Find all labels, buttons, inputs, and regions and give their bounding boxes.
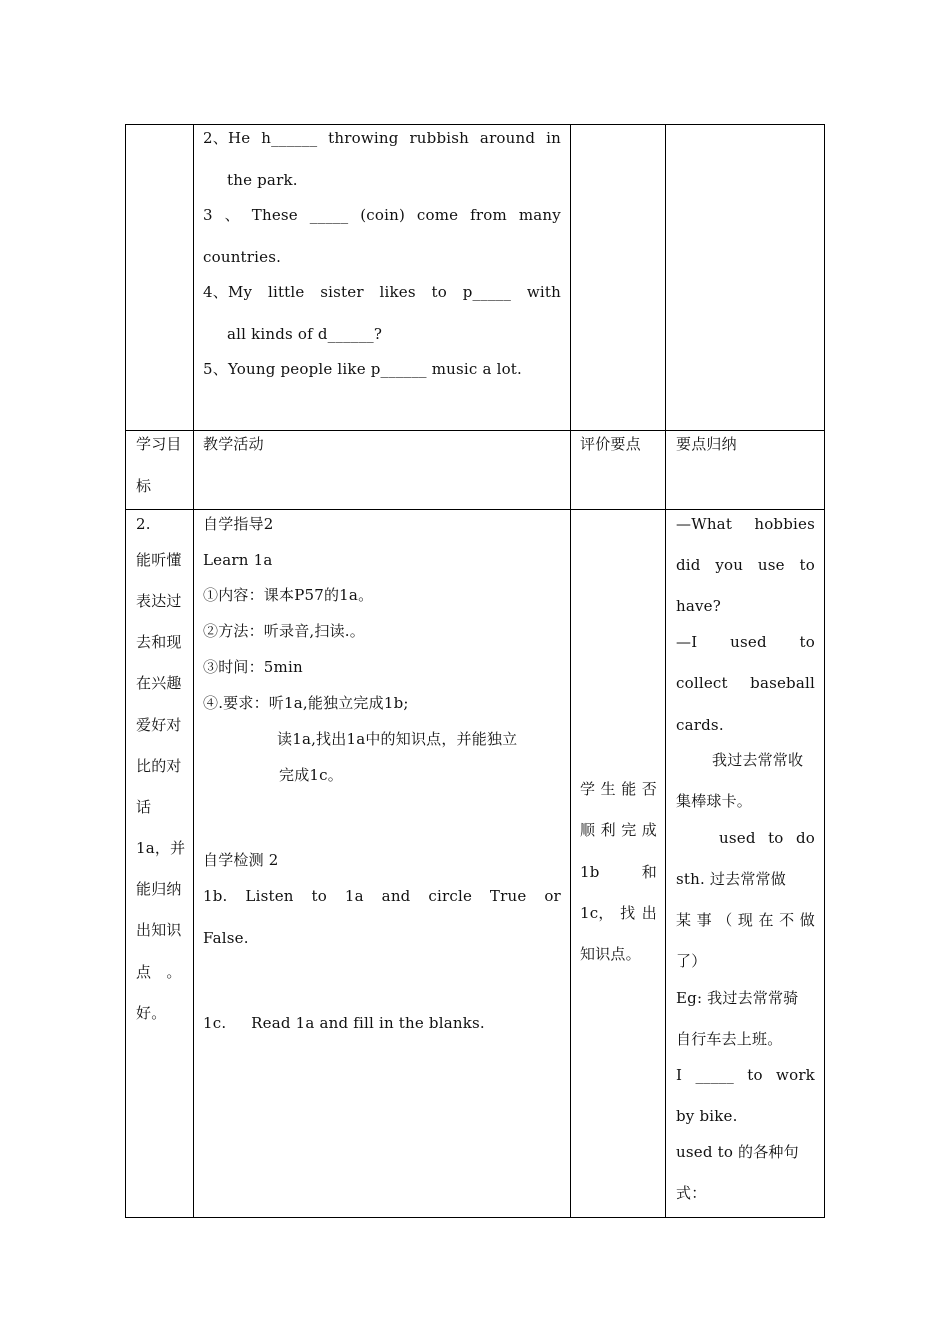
activity-line: 读1a,找出1a中的知识点，并能独立 bbox=[277, 730, 518, 748]
eval-line: 学 生 能 否 bbox=[580, 780, 657, 798]
goal-line: 好。 bbox=[136, 1004, 167, 1022]
summary-line: 式： bbox=[676, 1184, 707, 1202]
goal-line: 爱好对 bbox=[136, 716, 182, 734]
summary-line: cards. bbox=[676, 716, 724, 734]
goal-line: 比的对 bbox=[136, 757, 182, 775]
table-border-bottom bbox=[125, 1217, 825, 1218]
table-border-top bbox=[125, 124, 825, 125]
summary-line: used to 的各种句 bbox=[676, 1143, 799, 1161]
exercise-line: 2、He h______ throwing rubbish around in bbox=[203, 129, 561, 147]
activity-line: 1c. Read 1a and fill in the blanks. bbox=[203, 1014, 485, 1032]
summary-line: 某 事 （ 现 在 不 做 bbox=[676, 911, 815, 929]
exercise-line: 3 、 These _____ (coin) come from many bbox=[203, 206, 561, 224]
eval-line: 1b 和 bbox=[580, 863, 657, 881]
summary-line: collect baseball bbox=[676, 674, 815, 692]
summary-line: —What hobbies bbox=[676, 515, 815, 533]
summary-line: did you use to bbox=[676, 556, 815, 574]
summary-line: 集棒球卡。 bbox=[676, 792, 753, 810]
exercise-line: 5、Young people like p______ music a lot. bbox=[203, 360, 523, 378]
goal-line: 1a，并 bbox=[136, 839, 186, 857]
goal-line: 2. bbox=[136, 515, 151, 533]
table-border-right bbox=[824, 124, 825, 1218]
activity-line: 完成1c。 bbox=[279, 766, 343, 784]
goal-line: 能归纳 bbox=[136, 880, 182, 898]
header-goal: 标 bbox=[136, 477, 152, 495]
col-divider-1 bbox=[193, 124, 194, 1218]
goal-line: 在兴趣 bbox=[136, 674, 182, 692]
table-border-left bbox=[125, 124, 126, 1218]
header-summary: 要点归纳 bbox=[676, 435, 737, 453]
summary-line: used to do bbox=[719, 829, 815, 847]
row-divider-2 bbox=[125, 509, 825, 510]
col-divider-3 bbox=[665, 124, 666, 1218]
goal-line: 点 。 bbox=[136, 963, 182, 981]
summary-line: 了） bbox=[676, 952, 707, 970]
goal-line: 出知识 bbox=[136, 921, 182, 939]
eval-line: 顺 利 完 成 bbox=[580, 821, 657, 839]
activity-line: ②方法：听录音,扫读.。 bbox=[203, 622, 365, 640]
summary-line: 我过去常常收 bbox=[712, 751, 804, 769]
exercise-line: 4、My little sister likes to p_____ with bbox=[203, 283, 561, 301]
exercise-line: the park. bbox=[227, 171, 298, 189]
goal-line: 去和现 bbox=[136, 633, 182, 651]
exercise-line: all kinds of d______? bbox=[227, 325, 383, 343]
activity-line: ③时间：5min bbox=[203, 658, 303, 676]
goal-line: 表达过 bbox=[136, 592, 182, 610]
header-evaluation: 评价要点 bbox=[580, 435, 641, 453]
exercise-line: countries. bbox=[203, 248, 282, 266]
header-goal: 学习目 bbox=[136, 435, 182, 453]
header-activity: 教学活动 bbox=[203, 435, 264, 453]
summary-line: Eg: 我过去常常骑 bbox=[676, 989, 799, 1007]
col-divider-2 bbox=[570, 124, 571, 1218]
activity-line: Learn 1a bbox=[203, 551, 273, 569]
summary-line: —I used to bbox=[676, 633, 815, 651]
activity-line: False. bbox=[203, 929, 249, 947]
eval-line: 1c， 找 出 bbox=[580, 904, 657, 922]
summary-line: I _____ to work bbox=[676, 1066, 815, 1084]
goal-line: 话 bbox=[136, 798, 152, 816]
summary-line: by bike. bbox=[676, 1107, 738, 1125]
eval-line: 知识点。 bbox=[580, 945, 641, 963]
summary-line: have? bbox=[676, 597, 721, 615]
guide-title: 自学指导2 bbox=[203, 515, 274, 533]
activity-line: 1b. Listen to 1a and circle True or bbox=[203, 887, 561, 905]
check-title: 自学检测 2 bbox=[203, 851, 279, 869]
summary-line: 自行车去上班。 bbox=[676, 1030, 783, 1048]
summary-line: sth. 过去常常做 bbox=[676, 870, 786, 888]
row-divider-1 bbox=[125, 430, 825, 431]
goal-line: 能听懂 bbox=[136, 551, 182, 569]
activity-line: ④.要求：听1a,能独立完成1b; bbox=[203, 694, 409, 712]
activity-line: ①内容：课本P57的1a。 bbox=[203, 586, 374, 604]
